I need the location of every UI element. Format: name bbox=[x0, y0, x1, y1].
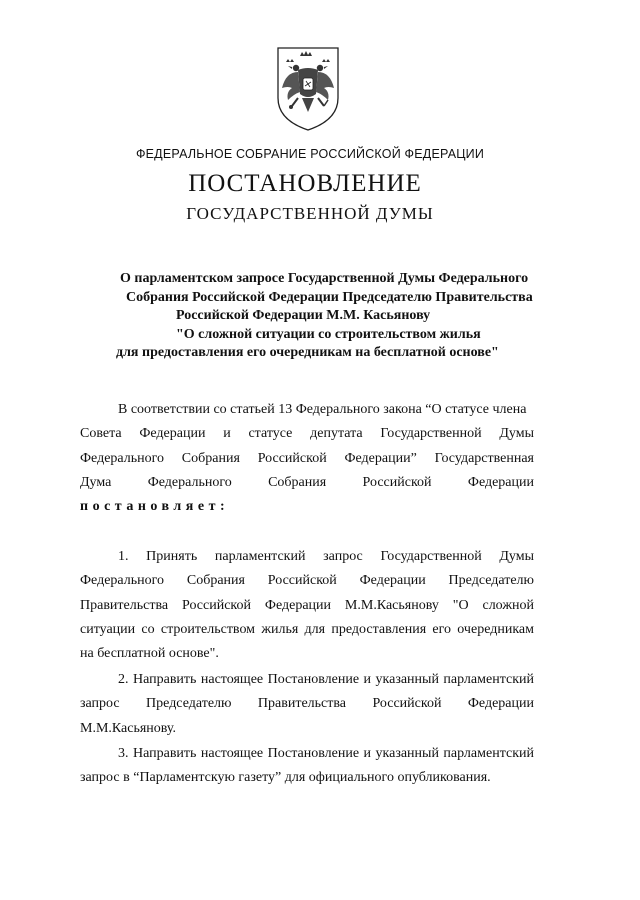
preamble-paragraph bbox=[80, 398, 534, 519]
item-1-paragraph bbox=[80, 545, 534, 666]
paragraph-line: Правительства Российской Федерации М.М.Касьянову "О сложной bbox=[80, 597, 534, 613]
paragraph-line: 2. Направить настоящее Постановление и указанный парламентский bbox=[118, 672, 534, 687]
item-2-paragraph bbox=[80, 668, 534, 741]
paragraph-line: запрос Председателю Правительства Российской Федерации bbox=[80, 696, 534, 712]
paragraph-line: Федерального Собрания Российской Федерации Председателю bbox=[80, 573, 534, 589]
coat-of-arms-icon bbox=[272, 42, 344, 132]
subject-line: Собрания Российской Федерации Председателю Правительства bbox=[126, 289, 533, 305]
issuer-name: ГОСУДАРСТВЕННОЙ ДУМЫ bbox=[186, 204, 434, 223]
paragraph-line: Дума Федерального Собрания Российской Федерации bbox=[80, 474, 534, 490]
resolves-word: постановляет: bbox=[80, 499, 230, 515]
paragraph-line: Федерального Собрания Российской Федерации” Государственная bbox=[80, 450, 534, 466]
document-type: ПОСТАНОВЛЕНИЕ bbox=[188, 170, 422, 197]
subject-line: "О сложной ситуации со строительством жилья bbox=[176, 326, 481, 342]
paragraph-line: 3. Направить настоящее Постановление и указанный парламентский bbox=[118, 746, 534, 761]
subject-line: Российской Федерации М.М. Касьянову bbox=[176, 308, 431, 323]
organization-name: ФЕДЕРАЛЬНОЕ СОБРАНИЕ РОССИЙСКОЙ ФЕДЕРАЦИИ bbox=[135, 147, 485, 161]
paragraph-line: запрос в “Парламентскую газету” для официального опубликования. bbox=[80, 770, 491, 786]
subject-line: О парламентском запросе Государственной Думы Федерального bbox=[120, 271, 529, 286]
paragraph-line: М.М.Касьянову. bbox=[80, 720, 177, 736]
subject-line: для предоставления его очередникам на бесплатной основе" bbox=[116, 345, 499, 360]
item-3-paragraph bbox=[80, 742, 534, 791]
paragraph-line: В соответствии со статьей 13 Федерального закона “О статусе члена bbox=[118, 402, 527, 417]
paragraph-line: 1. Принять парламентский запрос Государственной Думы bbox=[118, 549, 534, 564]
paragraph-line: на бесплатной основе". bbox=[80, 646, 219, 662]
paragraph-line: Совета Федерации и статусе депутата Государственной Думы bbox=[80, 426, 534, 442]
paragraph-line: ситуации со строительством жилья для предоставления его очередникам bbox=[80, 621, 534, 637]
